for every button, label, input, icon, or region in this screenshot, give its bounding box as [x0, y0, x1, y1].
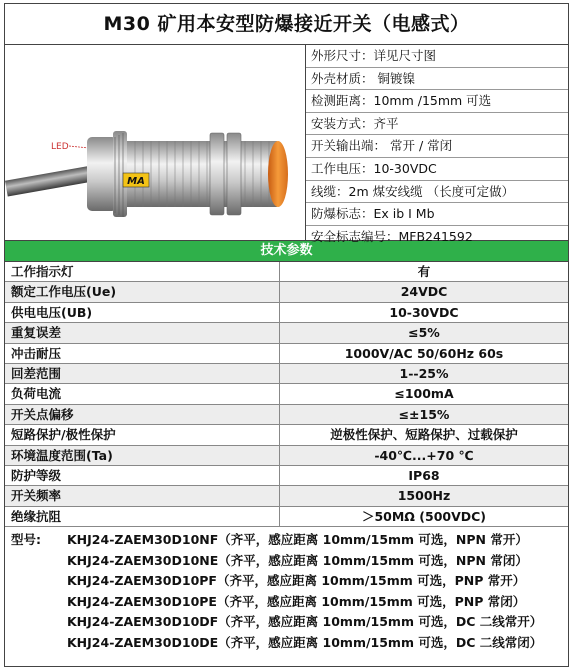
led-label: LED	[51, 142, 69, 152]
list-item	[11, 633, 568, 654]
param-value: ＞50MΩ (500VDC)	[361, 508, 487, 524]
param-value: 有	[417, 264, 431, 279]
table-row	[5, 384, 568, 404]
ma-badge: MA	[127, 176, 145, 187]
table-row	[5, 425, 568, 445]
table-row	[5, 364, 568, 384]
list-item	[11, 571, 568, 592]
param-name: 重复误差	[5, 323, 280, 342]
param-name: 开关频率	[5, 486, 280, 505]
spec-ex-mark: 防爆标志：Ex ib I Mb	[306, 203, 568, 226]
param-value: ≤±15%	[398, 406, 450, 422]
list-item	[11, 530, 568, 551]
table-row	[5, 344, 568, 364]
spec-list	[306, 45, 568, 244]
model-label: 型号:	[11, 532, 41, 548]
spec-material: 外壳材质： 铜镀镍	[306, 68, 568, 91]
spec-cable: 线缆：2m 煤安线缆 （长度可定做）	[306, 181, 568, 204]
spec-voltage: 工作电压：10-30VDC	[306, 158, 568, 181]
param-name: 短路保护/极性保护	[5, 425, 280, 444]
spec-dimensions: 外形尺寸：详见尺寸图	[306, 45, 568, 68]
model-code: KHJ24-ZAEM30D10PF（齐平，感应距离 10mm/15mm 可选，PNP 常开）	[67, 573, 526, 589]
tech-params-table	[5, 262, 568, 527]
param-name: 负荷电流	[5, 384, 280, 403]
spec-safety-cert: 安全标志编号：MFB241592	[311, 228, 473, 244]
param-name: 冲击耐压	[5, 344, 280, 363]
model-code: KHJ24-ZAEM30D10NE（齐平，感应距离 10mm/15mm 可选，NPN 常闭）	[67, 552, 528, 568]
model-code: KHJ24-ZAEM30D10DF（齐平，感应距离 10mm/15mm 可选，DC 二线常开）	[67, 614, 543, 630]
overview-section	[5, 45, 568, 244]
tech-params-header: 技术参数	[5, 241, 568, 262]
spec-mounting: 安装方式：齐平	[306, 113, 568, 136]
param-name: 环境温度范围(Ta)	[5, 446, 280, 465]
param-value: 1000V/AC 50/60Hz 60s	[344, 345, 504, 361]
param-value: 逆极性保护、短路保护、过载保护	[330, 427, 518, 443]
model-code: KHJ24-ZAEM30D10DE（齐平，感应距离 10mm/15mm 可选，DC 二线常闭）	[67, 634, 543, 650]
param-name: 绝缘抗阻	[5, 507, 280, 526]
product-photo	[5, 45, 306, 240]
param-value: 10-30VDC	[389, 304, 459, 320]
param-name: 供电电压(UB)	[5, 303, 280, 322]
table-row	[5, 466, 568, 486]
param-value: ≤5%	[408, 325, 440, 341]
table-row	[5, 446, 568, 466]
table-row	[5, 323, 568, 343]
spec-distance: 检测距离：10mm /15mm 可选	[306, 90, 568, 113]
table-row	[5, 282, 568, 302]
spec-output: 开关输出端： 常开 / 常闭	[306, 135, 568, 158]
sensor-illustration	[5, 45, 304, 240]
table-row	[5, 405, 568, 425]
table-row	[5, 262, 568, 282]
param-name: 工作指示灯	[5, 262, 280, 281]
param-value: 1--25%	[399, 365, 449, 381]
param-name: 额定工作电压(Ue)	[5, 282, 280, 301]
param-value: 24VDC	[400, 284, 448, 300]
datasheet	[4, 3, 569, 667]
model-code: KHJ24-ZAEM30D10PE（齐平，感应距离 10mm/15mm 可选，PNP 常闭）	[67, 593, 526, 609]
list-item	[11, 551, 568, 572]
model-list	[5, 527, 568, 653]
table-row	[5, 486, 568, 506]
param-value: 1500Hz	[397, 488, 451, 504]
table-row	[5, 303, 568, 323]
page-title: M30 矿用本安型防爆接近开关（电感式）	[5, 4, 568, 45]
model-code: KHJ24-ZAEM30D10NF（齐平，感应距离 10mm/15mm 可选，NPN 常开）	[67, 532, 528, 548]
list-item	[11, 612, 568, 633]
param-value: IP68	[408, 467, 440, 483]
table-row	[5, 507, 568, 527]
param-name: 回差范围	[5, 364, 280, 383]
param-name: 开关点偏移	[5, 405, 280, 424]
param-value: ≤100mA	[394, 386, 454, 402]
list-item	[11, 592, 568, 613]
param-name: 防护等级	[5, 466, 280, 485]
param-value: -40℃...+70 ℃	[374, 447, 474, 463]
